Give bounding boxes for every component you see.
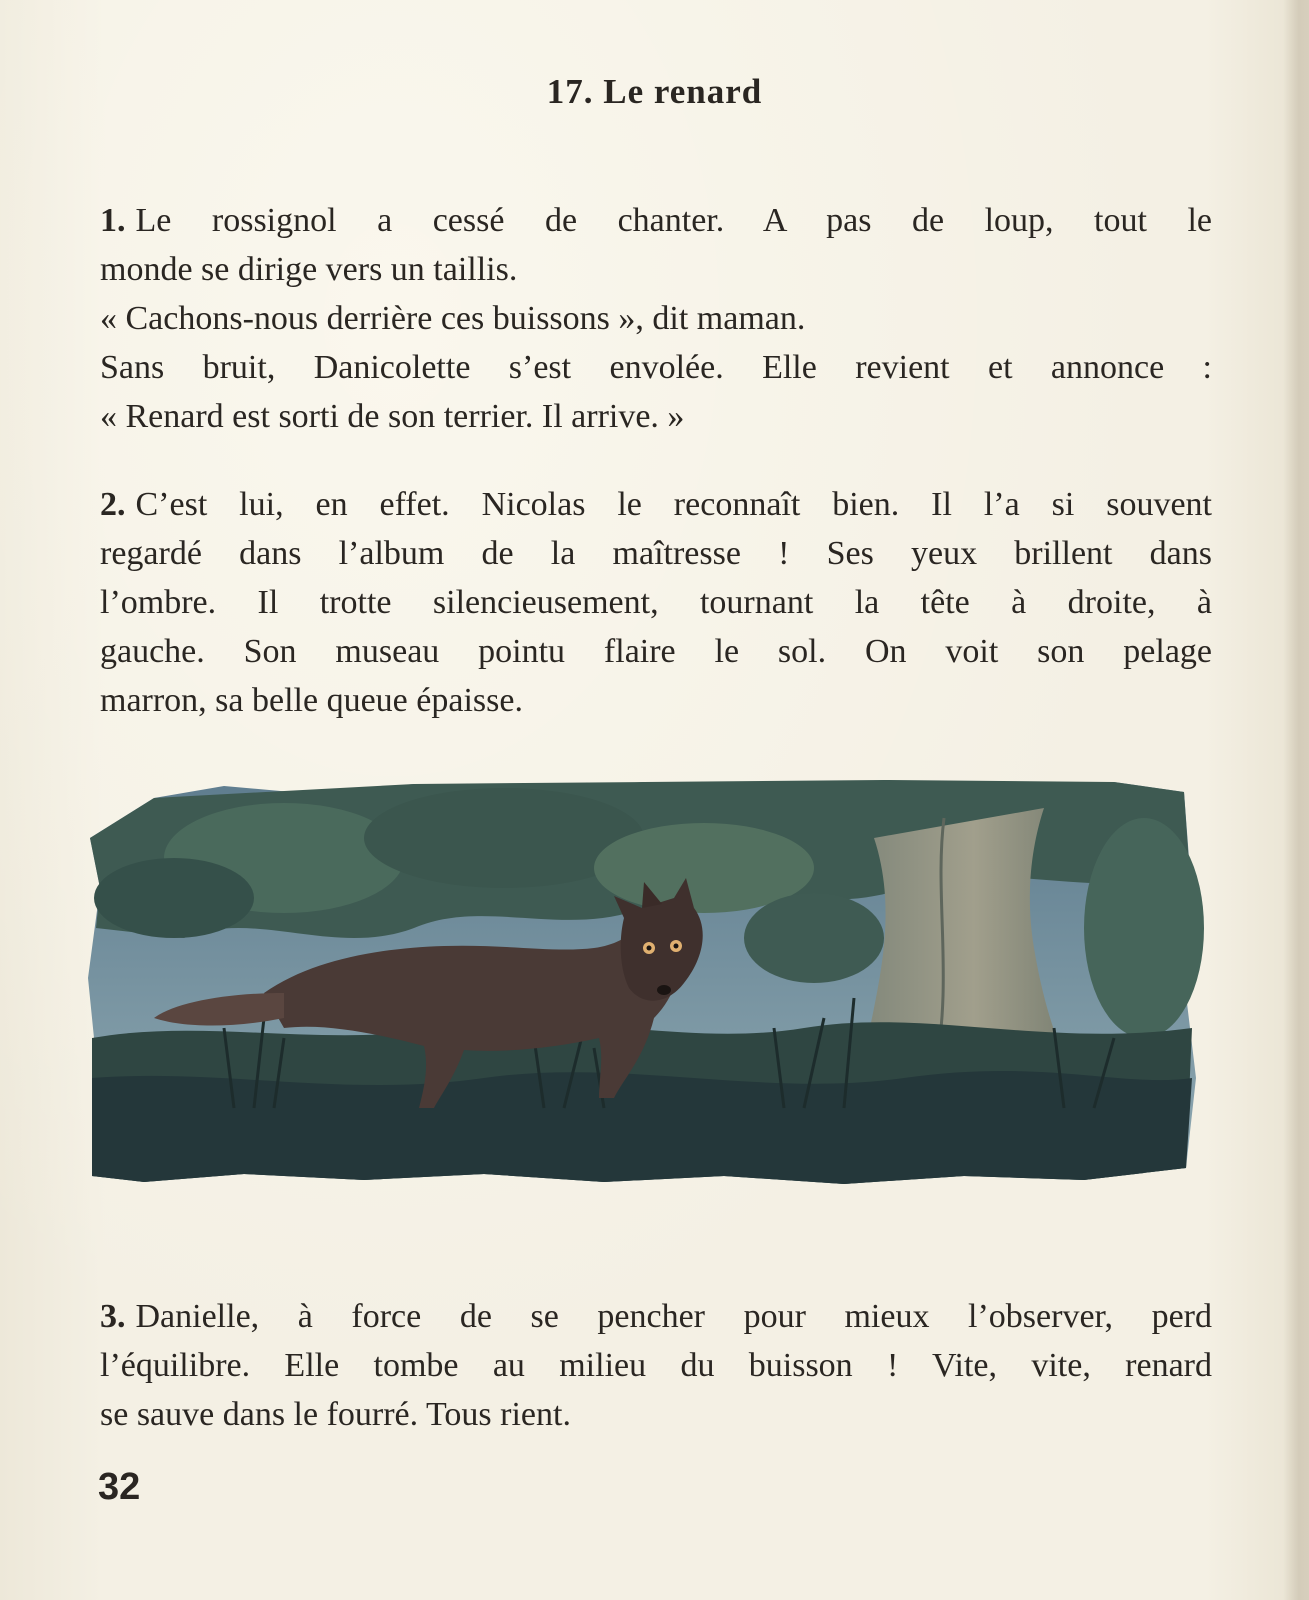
- paragraph-number: 1.: [100, 202, 126, 239]
- paragraph-number: 2.: [100, 486, 126, 523]
- paragraph-line: l’équilibre. Elle tombe au milieu du buisson ! Vite, vite, renard: [100, 1347, 1212, 1384]
- paragraph-3: [100, 1292, 1212, 1439]
- paragraph-line: C’est lui, en effet. Nicolas le reconnaît bien. Il l’a si souvent: [135, 486, 1212, 523]
- paragraph-line: gauche. Son museau pointu flaire le sol. On voit son pelage: [100, 633, 1212, 670]
- fox-illustration: [84, 778, 1212, 1214]
- page-number: 32: [98, 1466, 141, 1508]
- paragraph-line: « Renard est sorti de son terrier. Il arrive. »: [100, 398, 685, 435]
- paragraph-2: [100, 480, 1212, 725]
- paragraph-1: [100, 196, 1212, 441]
- paragraph-line: regardé dans l’album de la maîtresse ! Ses yeux brillent dans: [100, 535, 1212, 572]
- page-binding-shadow: [1283, 0, 1309, 1600]
- paragraph-line: monde se dirige vers un taillis.: [100, 251, 518, 288]
- paragraph-line: Sans bruit, Danicolette s’est envolée. Elle revient et annonce :: [100, 349, 1212, 386]
- paragraph-number: 3.: [100, 1298, 126, 1335]
- paragraph-line: Le rossignol a cessé de chanter. A pas de loup, tout le: [135, 202, 1212, 239]
- chapter-title: 17. Le renard: [546, 72, 763, 111]
- paragraph-line: « Cachons-nous derrière ces buissons », dit maman.: [100, 300, 806, 337]
- paragraph-line: l’ombre. Il trotte silencieusement, tournant la tête à droite, à: [100, 584, 1212, 621]
- paragraph-line: Danielle, à force de se pencher pour mieux l’observer, perd: [135, 1298, 1212, 1335]
- paragraph-line: marron, sa belle queue épaisse.: [100, 682, 523, 719]
- paragraph-line: se sauve dans le fourré. Tous rient.: [100, 1396, 571, 1433]
